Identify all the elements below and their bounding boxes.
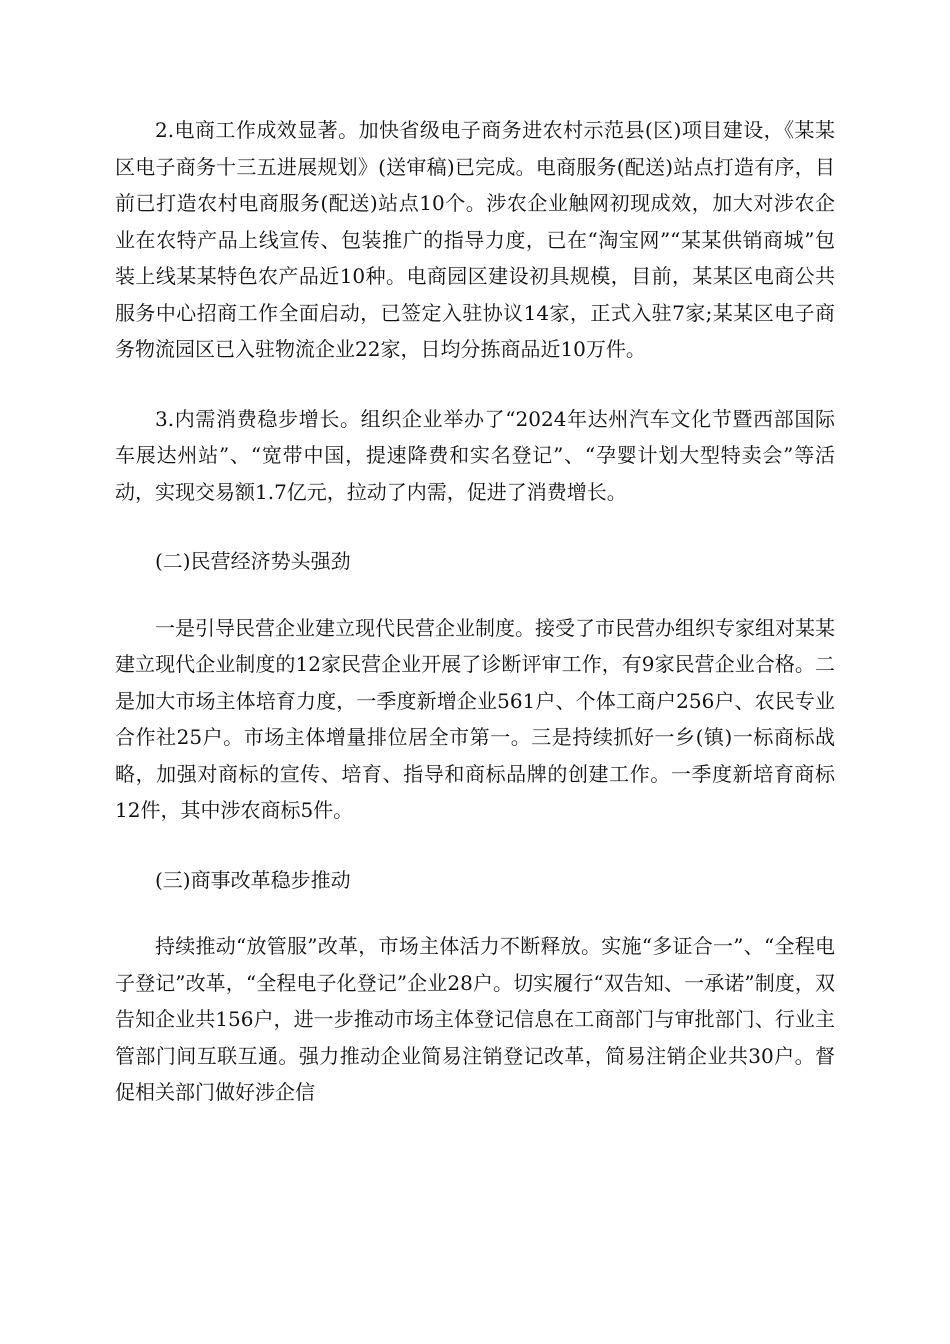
paragraph-domestic-consumption: 3.内需消费稳步增长。组织企业举办了“2024年达州汽车文化节暨西部国际车展达州站”、“宽带中国，提速降费和实名登记”、“孕婴计划大型特卖会”等活动，实现交易额1.7亿元，拉动了内需，促进了消费增长。 <box>115 406 835 504</box>
section-heading-commercial-reform: (三)商事改革稳步推动 <box>155 867 351 892</box>
section-heading-private-economy: (二)民营经济势头强劲 <box>155 549 351 573</box>
paragraph-private-economy: 一是引导民营企业建立现代民营企业制度。接受了市民营办组织专家组对某某建立现代企业制度的12家民营企业开展了诊断评审工作，有9家民营企业合格。二是加大市场主体培育力度，一季度新增企业561户、个体工商户256户、农民专业合作社25户。市场主体增量排位居全市第一。三是持续抓好一乡(镇)一标商标战略，加强对商标的宣传、培育、指导和商标品牌的创建工作。一季度新培育商标12件，其中涉农商标5件。 <box>115 615 835 822</box>
paragraph-ecommerce: 2.电商工作成效显著。加快省级电子商务进农村示范县(区)项目建设，《某某区电子商务十三五进展规划》(送审稿)已完成。电商服务(配送)站点打造有序，目前已打造农村电商服务(配送)站点10个。涉农企业触网初现成效，加大对涉农企业在农特产品上线宣传、包装推广的指导力度，已在“淘宝网”“某某供销商城”包装上线某某特色农产品近10种。电商园区建设初具规模，目前，某某区电商公共服务中心招商工作全面启动，已签定入驻协议14家，正式入驻7家;某某区电子商务物流园区已入驻物流企业22家，日均分拣商品近10万件。 <box>115 118 835 361</box>
document-body <box>115 112 835 1144</box>
paragraph-commercial-reform: 持续推动“放管服”改革，市场主体活力不断释放。实施“多证合一”、“全程电子登记”改革，“全程电子化登记”企业28户。切实履行“双告知、一承诺”制度，双告知企业共156户，进一步推动市场主体登记信息在工商部门与审批部门、行业主管部门间互联互通。强力推动企业简易注销登记改革，简易注销企业共30户。督促相关部门做好涉企信 <box>115 934 835 1104</box>
